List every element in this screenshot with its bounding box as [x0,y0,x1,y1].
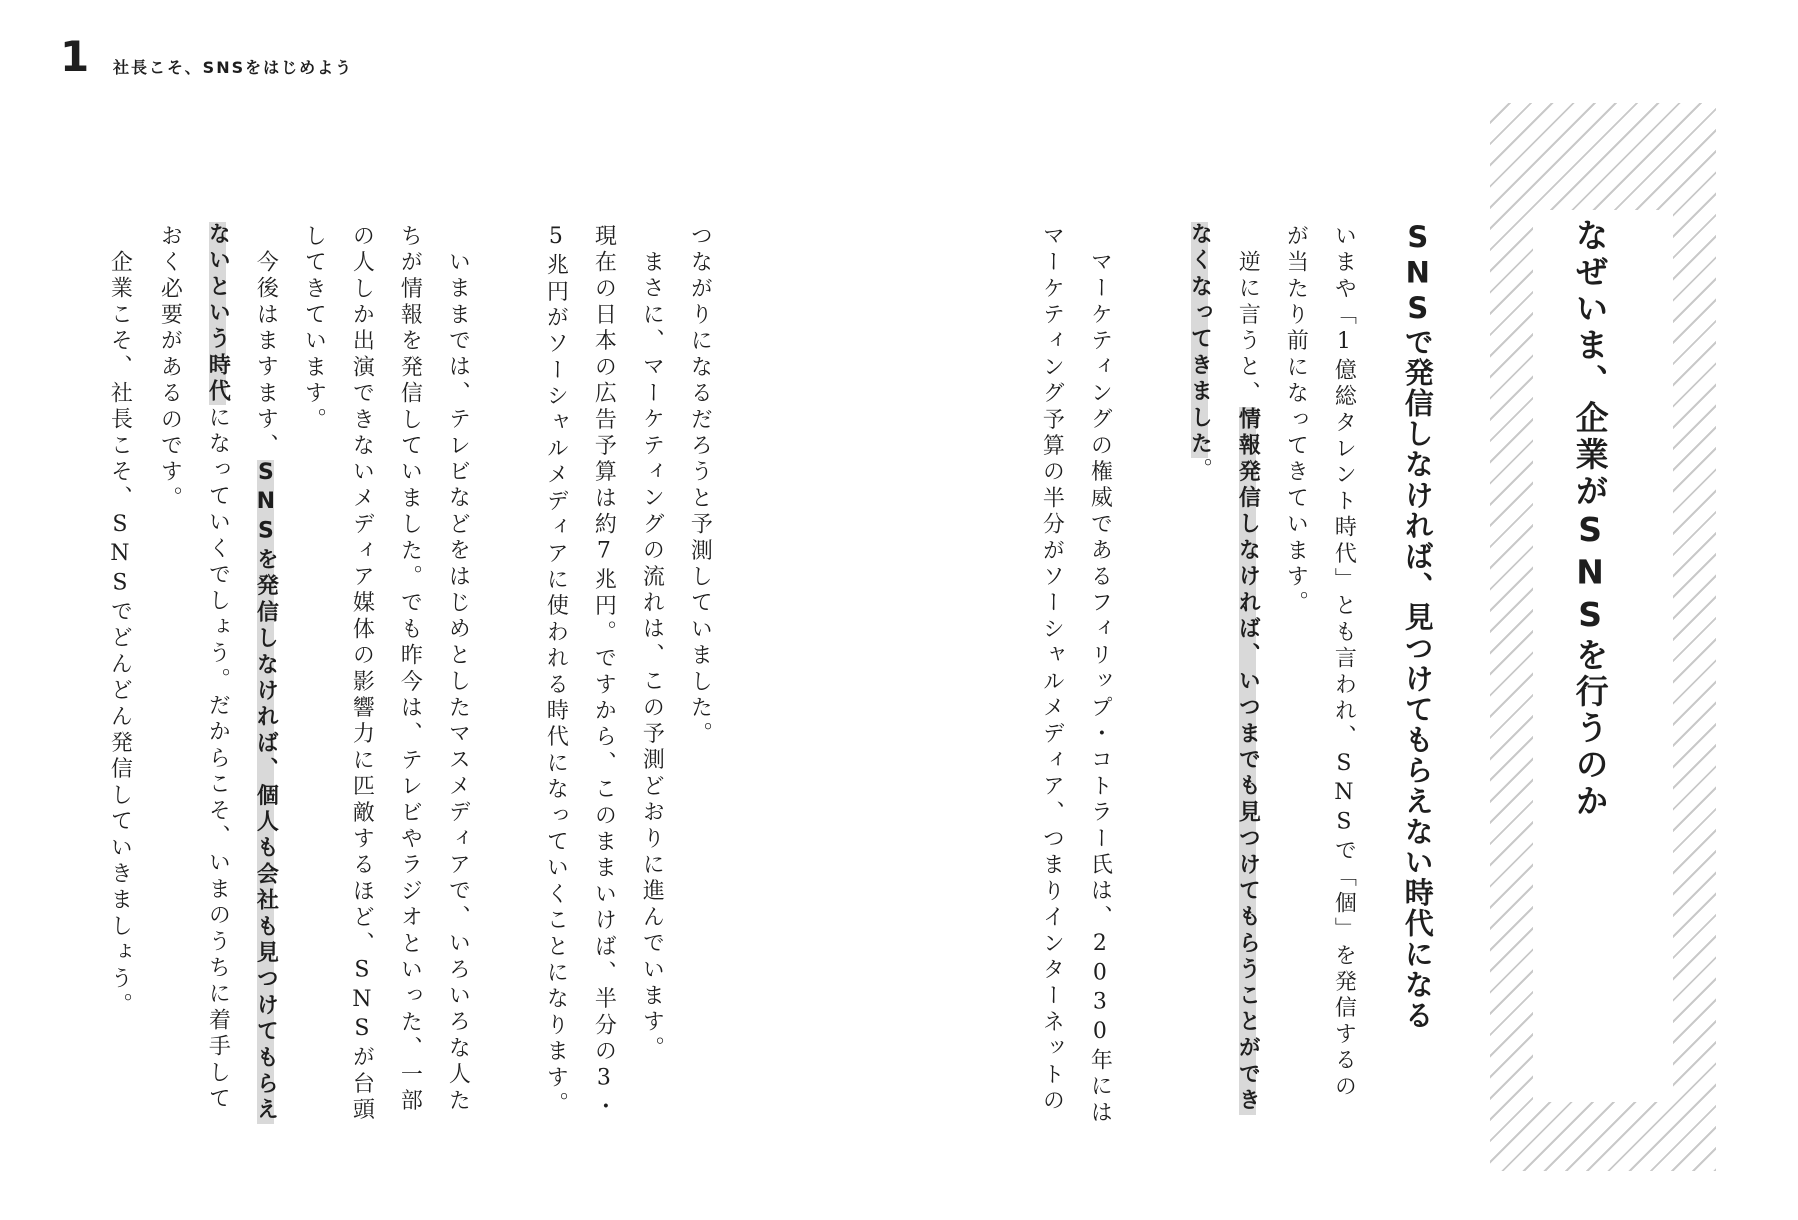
body-column: 企業こそ、社長こそ、SNSでどんどん発信していきましょう。 [107,250,133,1019]
section-title: なぜいま、企業がSNSを行うのか [1570,218,1610,820]
highlighted-text: ないという時代 [205,222,231,406]
page-number: 1 [60,32,90,81]
body-column: いままでは、テレビなどをはじめとしたマスメディアで、いろいろな人た [445,250,471,1115]
body-column: いまや「1億総タレント時代」とも言われ、SNSで「個」を発信するの [1331,224,1357,1101]
body-column: の人しか出演できないメディア媒体の影響力に匹敵するほど、SNSが台頭 [349,224,375,1124]
body-text: 逆に言うと、 [1235,250,1261,408]
body-column [252,250,278,1124]
body-column: おく必要があるのです。 [157,224,183,513]
body-column: 5兆円がソーシャルメディアに使われる時代になっていくことになります。 [543,224,569,1118]
body-text: になっていくでしょう。だからこそ、いまのうちに着手して [205,405,231,1113]
body-column: まさに、マーケティングの流れは、この予測どおりに進んでいます。 [639,250,665,1063]
body-column: してきています。 [301,224,327,434]
body-column [1234,250,1260,1115]
subheading: SNSで発信しなければ、見つけてもらえない時代になる [1400,220,1435,1031]
running-title: 社長こそ、SNSをはじめよう [113,58,354,77]
body-column: が当たり前になってきています。 [1283,224,1309,617]
body-column [1186,222,1212,484]
body-text: 。 [1187,457,1213,485]
body-column [204,222,230,1113]
body-column: マーケティング予算の半分がソーシャルメディア、つまりインターネットの [1039,224,1065,1115]
body-column: つながりになるだろうと予測していました。 [687,224,713,748]
highlighted-text: 情報発信しなければ、いつまでも見つけてもらうことができ [1235,407,1261,1115]
body-column: ちが情報を発信していました。でも昨今は、テレビやラジオといった、一部 [397,224,423,1115]
highlighted-text: なくなってきました [1187,222,1213,458]
highlighted-text: SNSを発信しなければ、個人も会社も見つけてもらえ [253,459,279,1124]
body-column: 現在の日本の広告予算は約7兆円。ですから、このままいけば、半分の3・ [591,224,617,1121]
body-text: 今後はますます、 [253,250,279,460]
body-column: マーケティングの権威であるフィリップ・コトラー氏は、2030年には [1087,250,1113,1127]
